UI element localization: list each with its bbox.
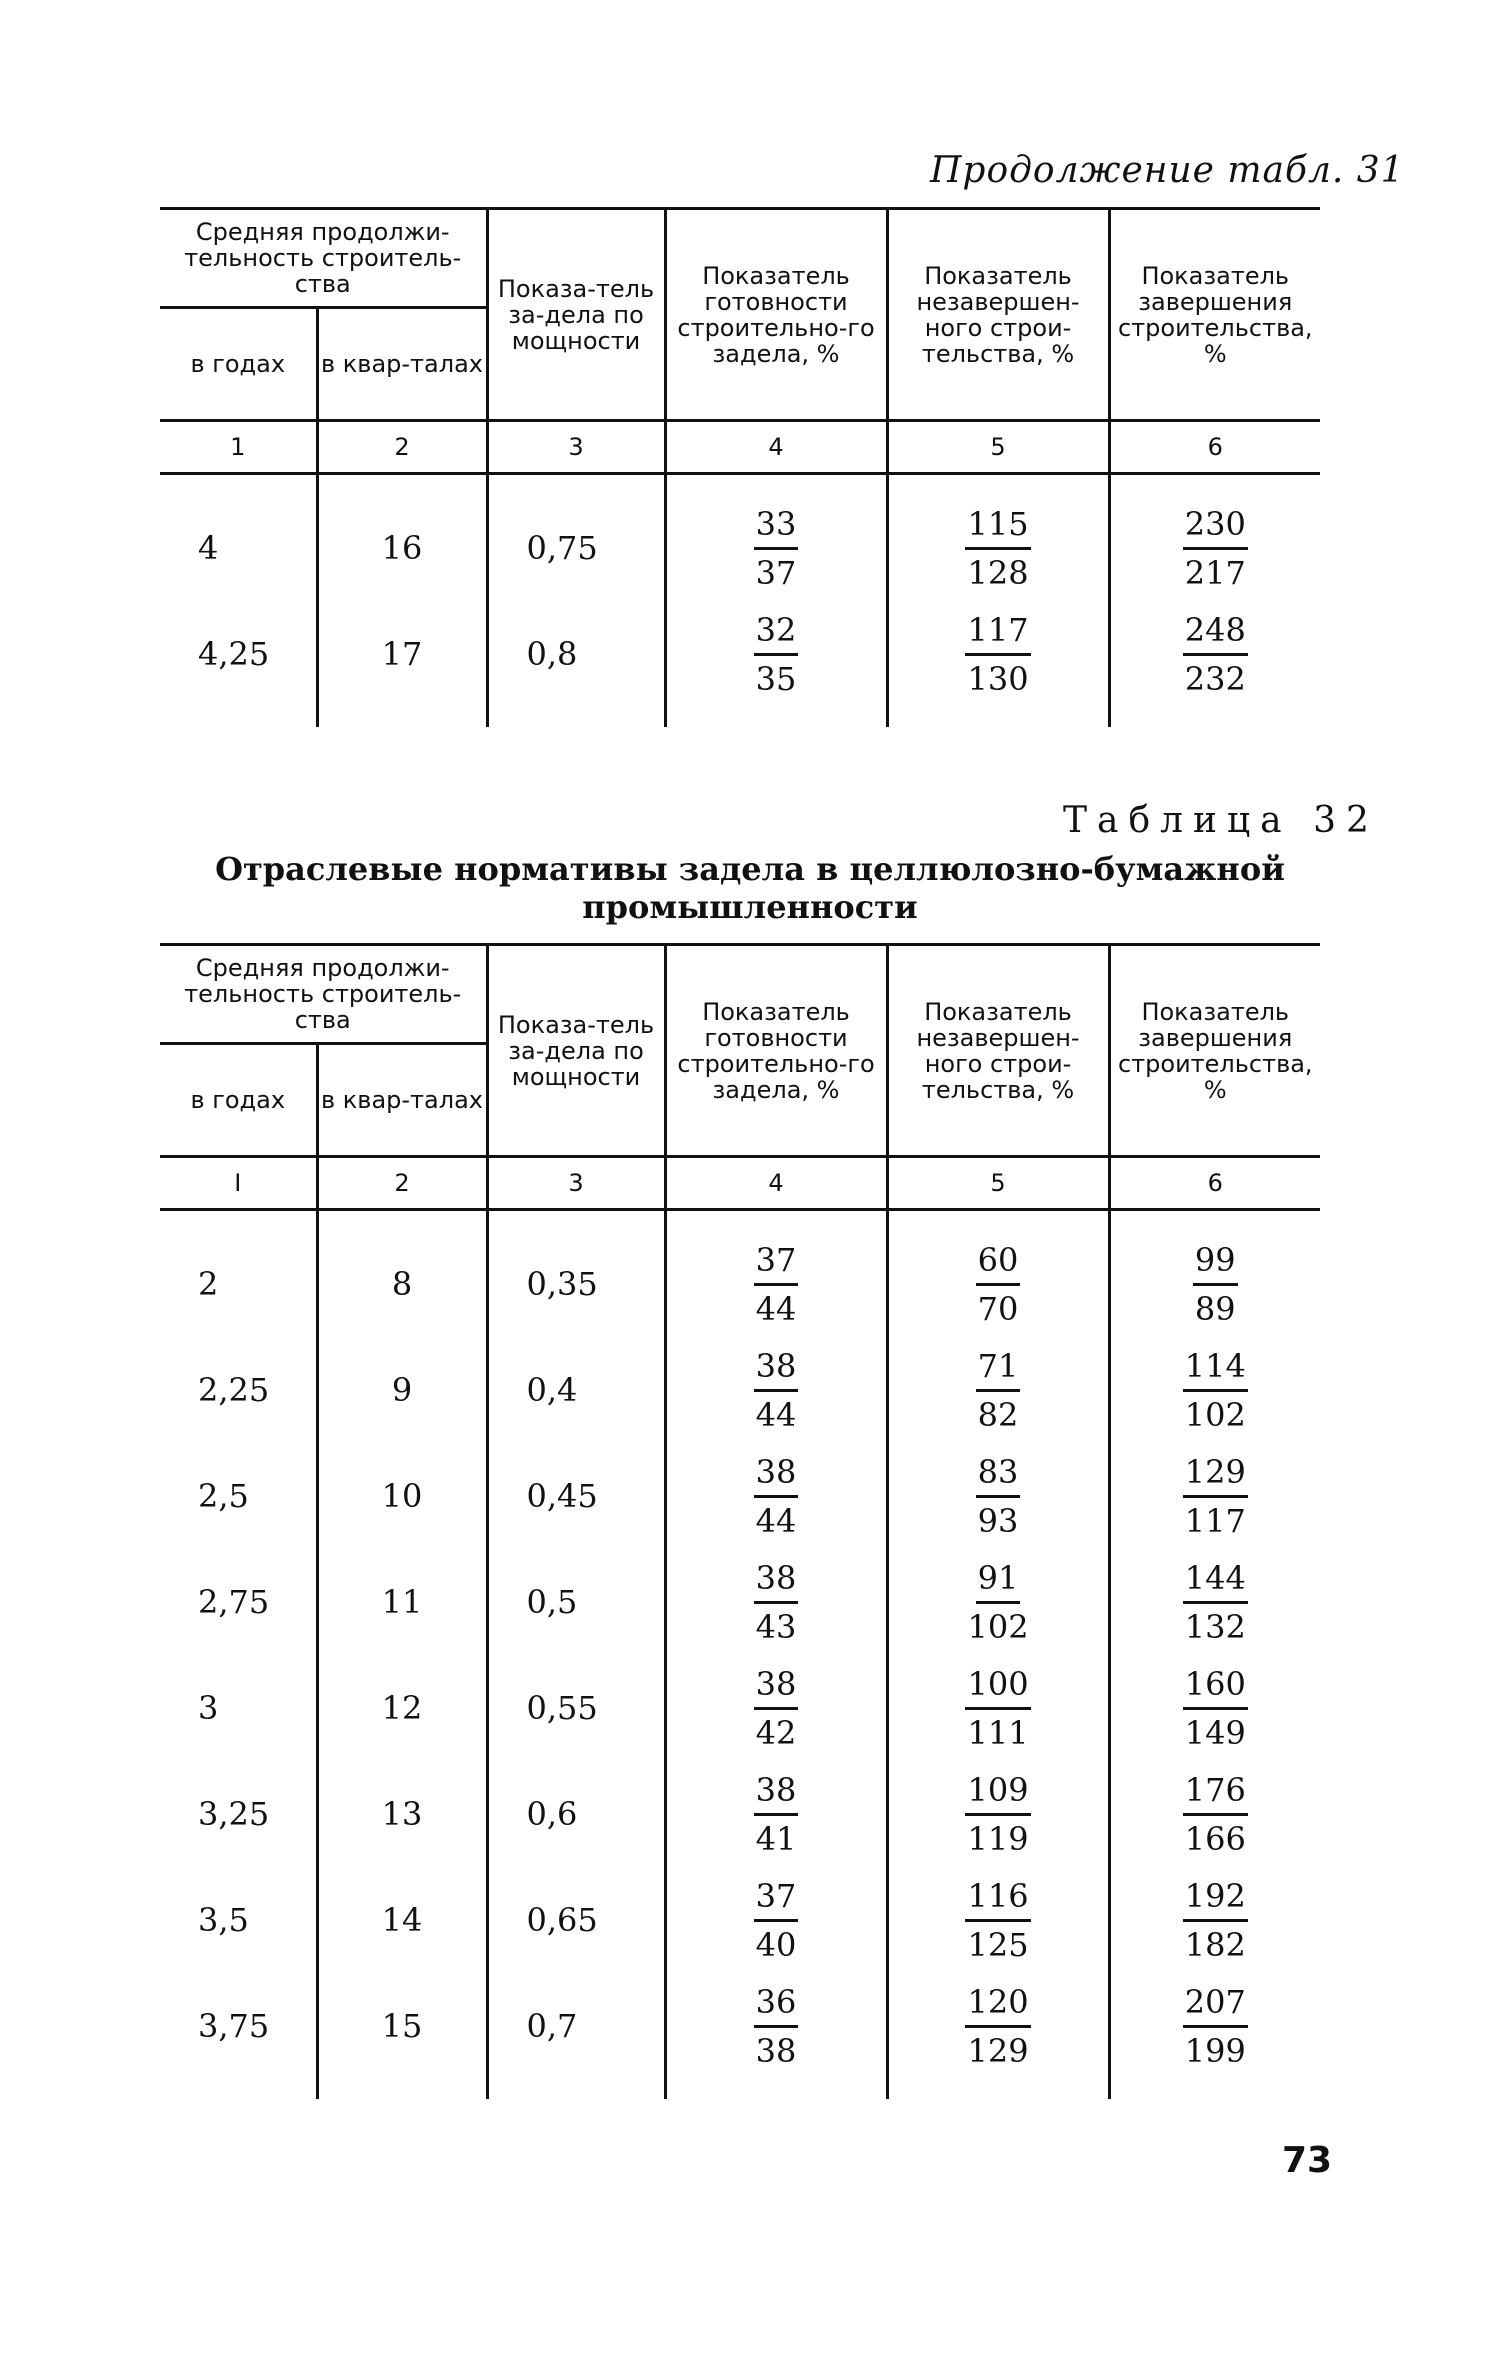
unfinished-denominator: 70 [977, 1289, 1019, 1328]
unfinished-numerator: 109 [965, 1773, 1030, 1816]
duration-header: Средняя продолжи-тельность строитель-ства [160, 945, 487, 1044]
readiness-numerator: 37 [754, 1243, 799, 1286]
readiness-numerator: 33 [754, 507, 799, 550]
unfinished-fraction [965, 1982, 1030, 2070]
power-cell: 0,75 [487, 495, 665, 601]
table-row [160, 1337, 1320, 1443]
spacer-cell [887, 1210, 1109, 1232]
completion-cell [1109, 601, 1320, 707]
readiness-fraction [754, 504, 799, 592]
readiness-numerator: 32 [754, 613, 799, 656]
readiness-header: Показатель готовности строительно-го задела, % [665, 209, 887, 421]
spacer-cell [317, 1210, 487, 1232]
completion-fraction [1183, 1452, 1248, 1540]
table-32 [160, 943, 1320, 2099]
completion-denominator: 232 [1184, 659, 1246, 698]
completion-fraction [1183, 1982, 1248, 2070]
readiness-denominator: 35 [755, 659, 797, 698]
unfinished-numerator: 60 [976, 1243, 1021, 1286]
completion-denominator: 149 [1184, 1713, 1246, 1752]
years-cell: 4 [160, 495, 317, 601]
unfinished-cell [887, 1867, 1109, 1973]
completion-denominator: 166 [1184, 1819, 1246, 1858]
completion-numerator: 230 [1183, 507, 1248, 550]
spacer-cell [1109, 707, 1320, 727]
column-number-row [160, 421, 1320, 474]
years-header: в годах [160, 308, 317, 421]
spacer-cell [887, 707, 1109, 727]
column-number: 2 [317, 421, 487, 474]
unfinished-cell [887, 1655, 1109, 1761]
column-number: 3 [487, 421, 665, 474]
column-number: 1 [160, 421, 317, 474]
readiness-cell [665, 1761, 887, 1867]
spacer-cell [317, 707, 487, 727]
readiness-denominator: 44 [755, 1395, 797, 1434]
column-number: 6 [1109, 1157, 1320, 1210]
spacer-cell [487, 707, 665, 727]
quarters-cell: 16 [317, 495, 487, 601]
spacer-cell [487, 1210, 665, 1232]
readiness-numerator: 38 [754, 1667, 799, 1710]
completion-denominator: 102 [1184, 1395, 1246, 1434]
unfinished-denominator: 130 [967, 659, 1029, 698]
power-cell: 0,65 [487, 1867, 665, 1973]
spacer-cell [487, 474, 665, 496]
power-cell: 0,6 [487, 1761, 665, 1867]
completion-numerator: 192 [1183, 1879, 1248, 1922]
unfinished-numerator: 91 [976, 1561, 1021, 1604]
completion-fraction [1183, 1876, 1248, 1964]
completion-cell [1109, 1337, 1320, 1443]
readiness-fraction [754, 1876, 799, 1964]
table-row [160, 1973, 1320, 2079]
spacer-cell [160, 474, 317, 496]
completion-cell [1109, 1231, 1320, 1337]
table-row [160, 1443, 1320, 1549]
readiness-cell [665, 1231, 887, 1337]
completion-numerator: 129 [1183, 1455, 1248, 1498]
power-cell: 0,35 [487, 1231, 665, 1337]
table-row [160, 1867, 1320, 1973]
power-cell: 0,4 [487, 1337, 665, 1443]
years-header: в годах [160, 1044, 317, 1157]
completion-denominator: 199 [1184, 2031, 1246, 2070]
readiness-denominator: 37 [755, 553, 797, 592]
readiness-fraction [754, 1558, 799, 1646]
completion-fraction [1183, 1346, 1248, 1434]
readiness-fraction [754, 610, 799, 698]
table-31-continuation [160, 207, 1320, 727]
readiness-cell [665, 495, 887, 601]
years-cell: 2,5 [160, 1443, 317, 1549]
unfinished-numerator: 100 [965, 1667, 1030, 1710]
spacer-cell [665, 474, 887, 496]
readiness-denominator: 41 [755, 1819, 797, 1858]
unfinished-denominator: 102 [967, 1607, 1029, 1646]
table-title: Отраслевые нормативы задела в целлюлозно-бумажной промышленности [215, 850, 1285, 926]
table-row [160, 495, 1320, 601]
power-cell: 0,45 [487, 1443, 665, 1549]
completion-cell [1109, 1867, 1320, 1973]
power-header: Показа-тель за-дела по мощности [487, 945, 665, 1157]
completion-numerator: 114 [1183, 1349, 1248, 1392]
years-cell: 2,25 [160, 1337, 317, 1443]
column-number: 5 [887, 421, 1109, 474]
unfinished-cell [887, 1337, 1109, 1443]
spacer-cell [1109, 1210, 1320, 1232]
power-cell: 0,5 [487, 1549, 665, 1655]
readiness-fraction [754, 1664, 799, 1752]
readiness-cell [665, 601, 887, 707]
completion-cell [1109, 495, 1320, 601]
spacer-row [160, 2079, 1320, 2099]
readiness-denominator: 43 [755, 1607, 797, 1646]
unfinished-header: Показатель незавершен-ного строи-тельства, % [887, 209, 1109, 421]
spacer-cell [665, 1210, 887, 1232]
header-row [160, 209, 1320, 308]
table-number-label: Таблица 32 [1063, 800, 1379, 841]
power-cell: 0,7 [487, 1973, 665, 2079]
completion-cell [1109, 1761, 1320, 1867]
spacer-cell [665, 2079, 887, 2099]
unfinished-fraction [965, 610, 1030, 698]
quarters-cell: 13 [317, 1761, 487, 1867]
readiness-cell [665, 1549, 887, 1655]
quarters-cell: 17 [317, 601, 487, 707]
completion-fraction [1183, 1664, 1248, 1752]
unfinished-fraction [965, 1876, 1030, 1964]
readiness-numerator: 38 [754, 1561, 799, 1604]
unfinished-cell [887, 1231, 1109, 1337]
power-cell: 0,55 [487, 1655, 665, 1761]
column-number: I [160, 1157, 317, 1210]
unfinished-numerator: 115 [965, 507, 1030, 550]
table-row [160, 1231, 1320, 1337]
quarters-cell: 9 [317, 1337, 487, 1443]
completion-cell [1109, 1655, 1320, 1761]
completion-fraction [1183, 610, 1248, 698]
table-row [160, 1549, 1320, 1655]
readiness-fraction [754, 1982, 799, 2070]
completion-denominator: 89 [1194, 1289, 1236, 1328]
unfinished-cell [887, 1549, 1109, 1655]
unfinished-denominator: 119 [967, 1819, 1029, 1858]
years-cell: 2 [160, 1231, 317, 1337]
completion-denominator: 132 [1184, 1607, 1246, 1646]
years-cell: 4,25 [160, 601, 317, 707]
completion-denominator: 182 [1184, 1925, 1246, 1964]
completion-cell [1109, 1443, 1320, 1549]
unfinished-cell [887, 1443, 1109, 1549]
unfinished-cell [887, 1973, 1109, 2079]
readiness-numerator: 38 [754, 1349, 799, 1392]
quarters-cell: 8 [317, 1231, 487, 1337]
column-number-row [160, 1157, 1320, 1210]
readiness-fraction [754, 1452, 799, 1540]
spacer-cell [160, 2079, 317, 2099]
unfinished-cell [887, 601, 1109, 707]
readiness-header: Показатель готовности строительно-го задела, % [665, 945, 887, 1157]
spacer-cell [887, 474, 1109, 496]
years-cell: 3 [160, 1655, 317, 1761]
readiness-fraction [754, 1770, 799, 1858]
spacer-cell [1109, 2079, 1320, 2099]
readiness-cell [665, 1443, 887, 1549]
completion-fraction [1183, 1558, 1248, 1646]
column-number: 6 [1109, 421, 1320, 474]
readiness-numerator: 37 [754, 1879, 799, 1922]
column-number: 5 [887, 1157, 1109, 1210]
spacer-cell [160, 1210, 317, 1232]
readiness-cell [665, 1867, 887, 1973]
unfinished-numerator: 120 [965, 1985, 1030, 2028]
unfinished-fraction [965, 1770, 1030, 1858]
unfinished-cell [887, 1761, 1109, 1867]
unfinished-fraction [976, 1346, 1021, 1434]
completion-numerator: 176 [1183, 1773, 1248, 1816]
quarters-cell: 12 [317, 1655, 487, 1761]
quarters-cell: 14 [317, 1867, 487, 1973]
column-number: 3 [487, 1157, 665, 1210]
unfinished-denominator: 129 [967, 2031, 1029, 2070]
completion-numerator: 99 [1193, 1243, 1238, 1286]
quarters-cell: 11 [317, 1549, 487, 1655]
unfinished-denominator: 128 [967, 553, 1029, 592]
readiness-fraction [754, 1240, 799, 1328]
page-number: 73 [1282, 2140, 1333, 2181]
readiness-cell [665, 1337, 887, 1443]
readiness-denominator: 44 [755, 1501, 797, 1540]
completion-header: Показатель завершения строительства, % [1109, 945, 1320, 1157]
readiness-denominator: 40 [755, 1925, 797, 1964]
duration-header: Средняя продолжи-тельность строитель-ства [160, 209, 487, 308]
unfinished-fraction [965, 504, 1030, 592]
readiness-fraction [754, 1346, 799, 1434]
unfinished-numerator: 83 [976, 1455, 1021, 1498]
years-cell: 3,25 [160, 1761, 317, 1867]
completion-cell [1109, 1973, 1320, 2079]
column-number: 4 [665, 421, 887, 474]
readiness-cell [665, 1973, 887, 2079]
spacer-cell [887, 2079, 1109, 2099]
readiness-numerator: 38 [754, 1773, 799, 1816]
completion-fraction [1193, 1240, 1238, 1328]
unfinished-numerator: 71 [976, 1349, 1021, 1392]
spacer-cell [160, 707, 317, 727]
unfinished-numerator: 117 [965, 613, 1030, 656]
spacer-row [160, 474, 1320, 496]
quarters-header: в квар-талах [317, 1044, 487, 1157]
completion-denominator: 217 [1184, 553, 1246, 592]
table-continuation-caption: Продолжение табл. 31 [930, 150, 1405, 191]
quarters-cell: 15 [317, 1973, 487, 2079]
years-cell: 2,75 [160, 1549, 317, 1655]
table-row [160, 601, 1320, 707]
power-cell: 0,8 [487, 601, 665, 707]
spacer-row [160, 1210, 1320, 1232]
completion-numerator: 144 [1183, 1561, 1248, 1604]
completion-header: Показатель завершения строительства, % [1109, 209, 1320, 421]
header-row [160, 945, 1320, 1044]
spacer-cell [665, 707, 887, 727]
unfinished-denominator: 82 [977, 1395, 1019, 1434]
column-number: 2 [317, 1157, 487, 1210]
unfinished-fraction [976, 1240, 1021, 1328]
spacer-row [160, 707, 1320, 727]
power-header: Показа-тель за-дела по мощности [487, 209, 665, 421]
completion-denominator: 117 [1184, 1501, 1246, 1540]
readiness-denominator: 38 [755, 2031, 797, 2070]
completion-fraction [1183, 504, 1248, 592]
spacer-cell [317, 2079, 487, 2099]
unfinished-fraction [967, 1558, 1029, 1646]
spacer-cell [317, 474, 487, 496]
unfinished-fraction [976, 1452, 1021, 1540]
readiness-numerator: 38 [754, 1455, 799, 1498]
quarters-cell: 10 [317, 1443, 487, 1549]
readiness-cell [665, 1655, 887, 1761]
completion-cell [1109, 1549, 1320, 1655]
years-cell: 3,5 [160, 1867, 317, 1973]
readiness-denominator: 44 [755, 1289, 797, 1328]
spacer-cell [1109, 474, 1320, 496]
quarters-header: в квар-талах [317, 308, 487, 421]
unfinished-header: Показатель незавершен-ного строи-тельства, % [887, 945, 1109, 1157]
years-cell: 3,75 [160, 1973, 317, 2079]
unfinished-denominator: 111 [967, 1713, 1029, 1752]
column-number: 4 [665, 1157, 887, 1210]
completion-numerator: 248 [1183, 613, 1248, 656]
spacer-cell [487, 2079, 665, 2099]
completion-numerator: 207 [1183, 1985, 1248, 2028]
completion-numerator: 160 [1183, 1667, 1248, 1710]
table-row [160, 1655, 1320, 1761]
readiness-numerator: 36 [754, 1985, 799, 2028]
unfinished-numerator: 116 [965, 1879, 1030, 1922]
readiness-denominator: 42 [755, 1713, 797, 1752]
unfinished-fraction [965, 1664, 1030, 1752]
unfinished-denominator: 93 [977, 1501, 1019, 1540]
unfinished-denominator: 125 [967, 1925, 1029, 1964]
table-row [160, 1761, 1320, 1867]
completion-fraction [1183, 1770, 1248, 1858]
unfinished-cell [887, 495, 1109, 601]
